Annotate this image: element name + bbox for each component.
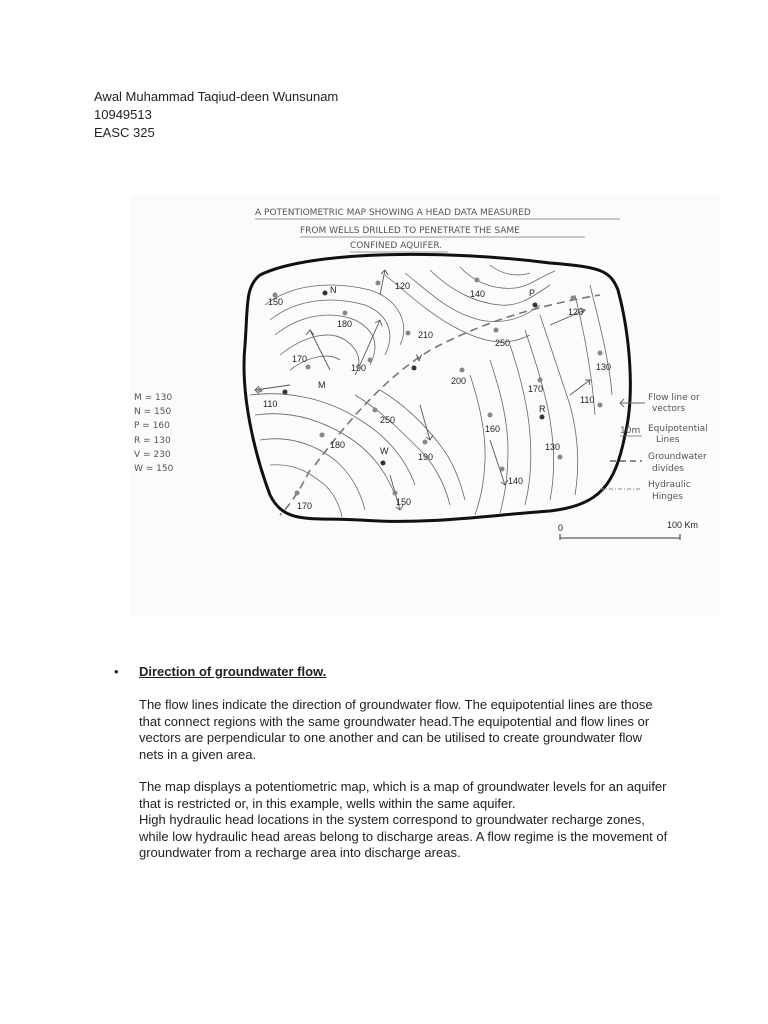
head-value: 150 bbox=[396, 497, 412, 507]
paragraph-line: High hydraulic head locations in the system correspond to groundwater recharge zones, bbox=[139, 812, 645, 827]
paragraph-line: nets in a given area. bbox=[139, 746, 257, 762]
well-label-m: M bbox=[318, 380, 326, 390]
potentiometric-map-figure bbox=[130, 195, 720, 615]
map-title-line-2: FROM WELLS DRILLED TO PENETRATE THE SAME bbox=[300, 226, 520, 236]
legend-label-hinges: Hydraulic bbox=[648, 480, 691, 490]
legend-label-hinges-2: Hinges bbox=[652, 492, 683, 502]
well-label-r: R bbox=[539, 404, 546, 414]
well-label-p: P bbox=[529, 288, 536, 298]
legend-symbol-equipotential: 10m bbox=[620, 426, 641, 436]
head-value: 170 bbox=[292, 354, 308, 364]
student-id: 10949513 bbox=[94, 107, 152, 122]
potentiometric-map bbox=[130, 195, 720, 615]
well-head-entry: N = 150 bbox=[134, 407, 172, 417]
head-value: 110 bbox=[263, 399, 278, 409]
head-value: 210 bbox=[418, 330, 434, 340]
paragraph-line: that connect regions with the same groundwater head.The equipotential and flow lines or bbox=[139, 713, 650, 729]
paragraph-potentiometric-map bbox=[139, 779, 699, 862]
head-value: 250 bbox=[380, 415, 396, 425]
head-value: 130 bbox=[545, 442, 561, 452]
document-header bbox=[94, 88, 338, 142]
head-value: 130 bbox=[596, 362, 612, 372]
paragraph-line: The flow lines indicate the direction of groundwater flow. The equipotential lines are those bbox=[139, 697, 653, 712]
head-value: 160 bbox=[485, 424, 501, 434]
head-value: 110 bbox=[580, 395, 595, 405]
scale-end: 100 Km bbox=[667, 520, 699, 530]
legend-label-divides: Groundwater bbox=[648, 452, 707, 462]
paragraph-line: that is restricted or, in this example, wells within the same aquifer. bbox=[139, 795, 516, 811]
head-value: 140 bbox=[508, 476, 524, 486]
map-title-line-3: CONFINED AQUIFER. bbox=[350, 241, 443, 251]
well-label-w: W bbox=[380, 446, 389, 456]
author-name: Awal Muhammad Taqiud-deen Wunsunam bbox=[94, 89, 339, 104]
section-heading: Direction of groundwater flow. bbox=[139, 664, 327, 679]
head-value: 140 bbox=[470, 289, 486, 299]
head-value: 200 bbox=[451, 376, 467, 386]
legend-label-flow: Flow line or bbox=[648, 393, 700, 403]
paragraph-flow-lines bbox=[139, 697, 699, 763]
paragraph-line: groundwater from a recharge area into discharge areas. bbox=[139, 845, 461, 860]
head-value: 170 bbox=[297, 501, 313, 511]
head-value: 120 bbox=[568, 307, 584, 317]
legend-label-divides-2: divides bbox=[652, 464, 684, 474]
well-label-n: N bbox=[330, 285, 337, 295]
head-value: 150 bbox=[268, 297, 284, 307]
well-head-entry: P = 160 bbox=[134, 421, 170, 431]
head-value: 180 bbox=[330, 440, 346, 450]
legend-label-equipotential-2: Lines bbox=[656, 435, 680, 445]
head-value: 170 bbox=[528, 384, 544, 394]
map-title-line-1: A POTENTIOMETRIC MAP SHOWING A HEAD DATA MEASURED bbox=[255, 208, 531, 218]
well-head-entry: R = 130 bbox=[134, 436, 171, 446]
head-value: 180 bbox=[337, 319, 353, 329]
head-value: 190 bbox=[418, 452, 434, 462]
paragraph-line: The map displays a potentiometric map, which is a map of groundwater levels for an aquifer bbox=[139, 779, 667, 794]
bullet-marker: • bbox=[114, 664, 119, 679]
legend-label-equipotential: Equipotential bbox=[648, 424, 708, 434]
scale-start: 0 bbox=[558, 523, 564, 533]
head-value: 190 bbox=[351, 363, 367, 373]
well-head-entry: M = 130 bbox=[134, 393, 173, 403]
paragraph-line: while low hydraulic head areas belong to discharge areas. A flow regime is the movement of bbox=[139, 828, 668, 844]
course-code: EASC 325 bbox=[94, 125, 155, 140]
legend-label-flow-2: vectors bbox=[652, 404, 686, 414]
well-label-v: V bbox=[416, 353, 423, 363]
well-head-entry: V = 230 bbox=[134, 450, 171, 460]
paragraph-line: vectors are perpendicular to one another and can be utilised to create groundwater flow bbox=[139, 730, 642, 745]
well-head-entry: W = 150 bbox=[134, 464, 174, 474]
head-value: 120 bbox=[395, 281, 411, 291]
head-value: 250 bbox=[495, 338, 511, 348]
